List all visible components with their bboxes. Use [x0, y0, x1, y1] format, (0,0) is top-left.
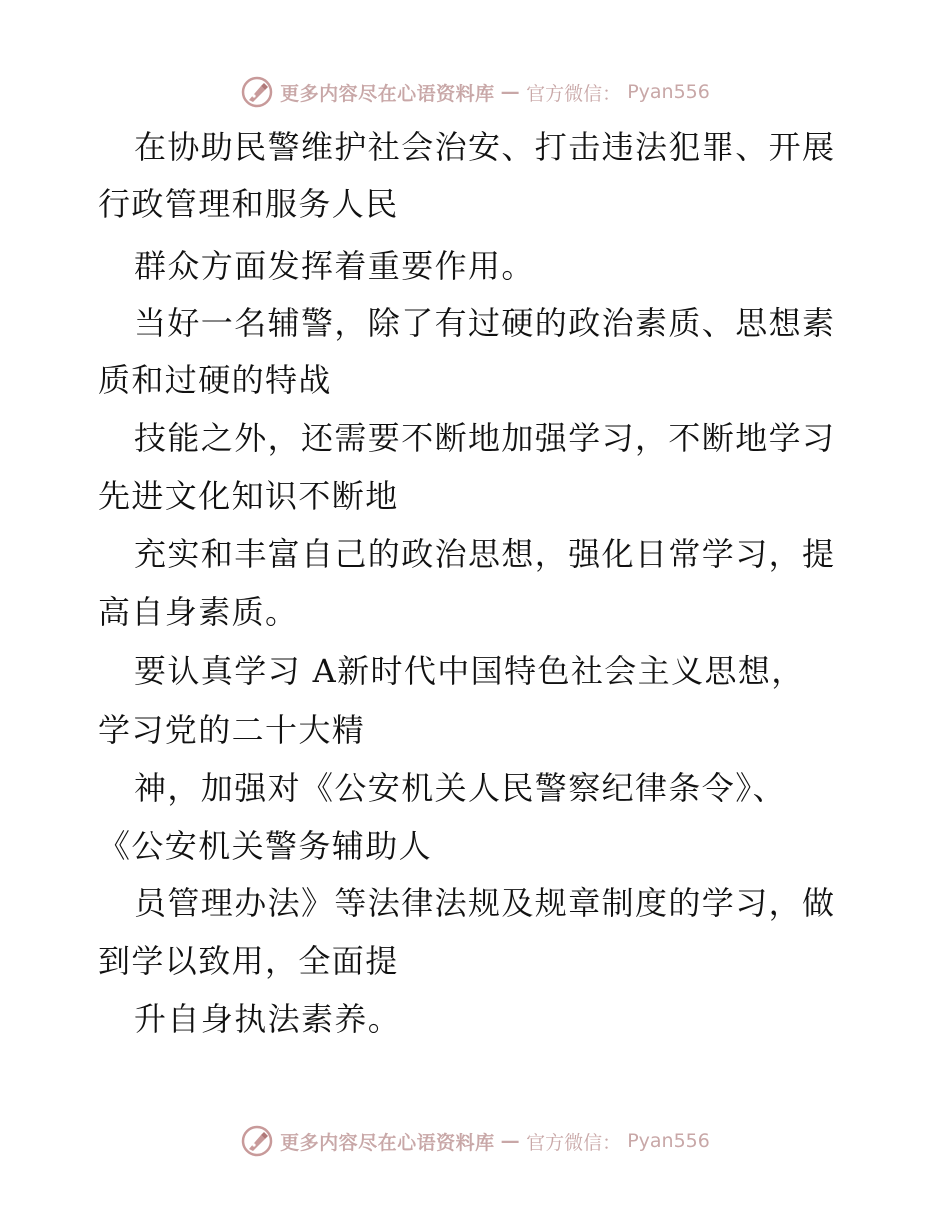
paragraph-line: 技能之外，还需要不断地加强学习，不断地学习 — [134, 419, 836, 457]
paragraph-line: 要认真学习 A新时代中国特色社会主义思想， — [134, 652, 805, 690]
paragraph-line: 群众方面发挥着重要作用。 — [134, 247, 535, 285]
paragraph-line: 充实和丰富自己的政治思想，强化日常学习，提 — [134, 535, 836, 573]
paragraph-line: 当好一名辅警，除了有过硬的政治素质、思想素 — [134, 304, 836, 342]
watermark-text: 更多内容尽在心语资料库 — [280, 1131, 495, 1154]
paragraph-line: 升自身执法素养。 — [134, 1000, 402, 1038]
watermark-separator: — — [500, 81, 521, 103]
header-watermark — [0, 72, 950, 112]
watermark-separator: — — [500, 1130, 521, 1152]
paragraph-line: 高自身素质。 — [98, 593, 299, 631]
paragraph-line: 质和过硬的特战 — [98, 361, 332, 399]
watermark-wechat-label: 官方微信： — [526, 1131, 622, 1154]
paragraph-line: 先进文化知识不断地 — [98, 477, 399, 515]
paragraph-line: 在协助民警维护社会治安、打击违法犯罪、开展 — [134, 128, 836, 166]
paragraph-line: 《公安机关警务辅助人 — [98, 827, 433, 865]
pen-nib-circle-icon — [240, 75, 274, 109]
watermark-text: 更多内容尽在心语资料库 — [280, 82, 495, 105]
pen-nib-circle-icon — [240, 1124, 274, 1158]
paragraph-line: 员管理办法》等法律法规及规章制度的学习，做 — [134, 884, 836, 922]
watermark-wechat-id: Pyan556 — [627, 81, 710, 103]
watermark-wechat-id: Pyan556 — [627, 1130, 710, 1152]
paragraph-line: 到学以致用，全面提 — [98, 942, 399, 980]
paragraph-line: 行政管理和服务人民 — [98, 185, 399, 223]
paragraph-line: 学习党的二十大精 — [98, 711, 366, 749]
paragraph-line: 神，加强对《公安机关人民警察纪律条令》、 — [134, 769, 787, 807]
footer-watermark — [0, 1121, 950, 1161]
watermark-wechat-label: 官方微信： — [526, 82, 622, 105]
